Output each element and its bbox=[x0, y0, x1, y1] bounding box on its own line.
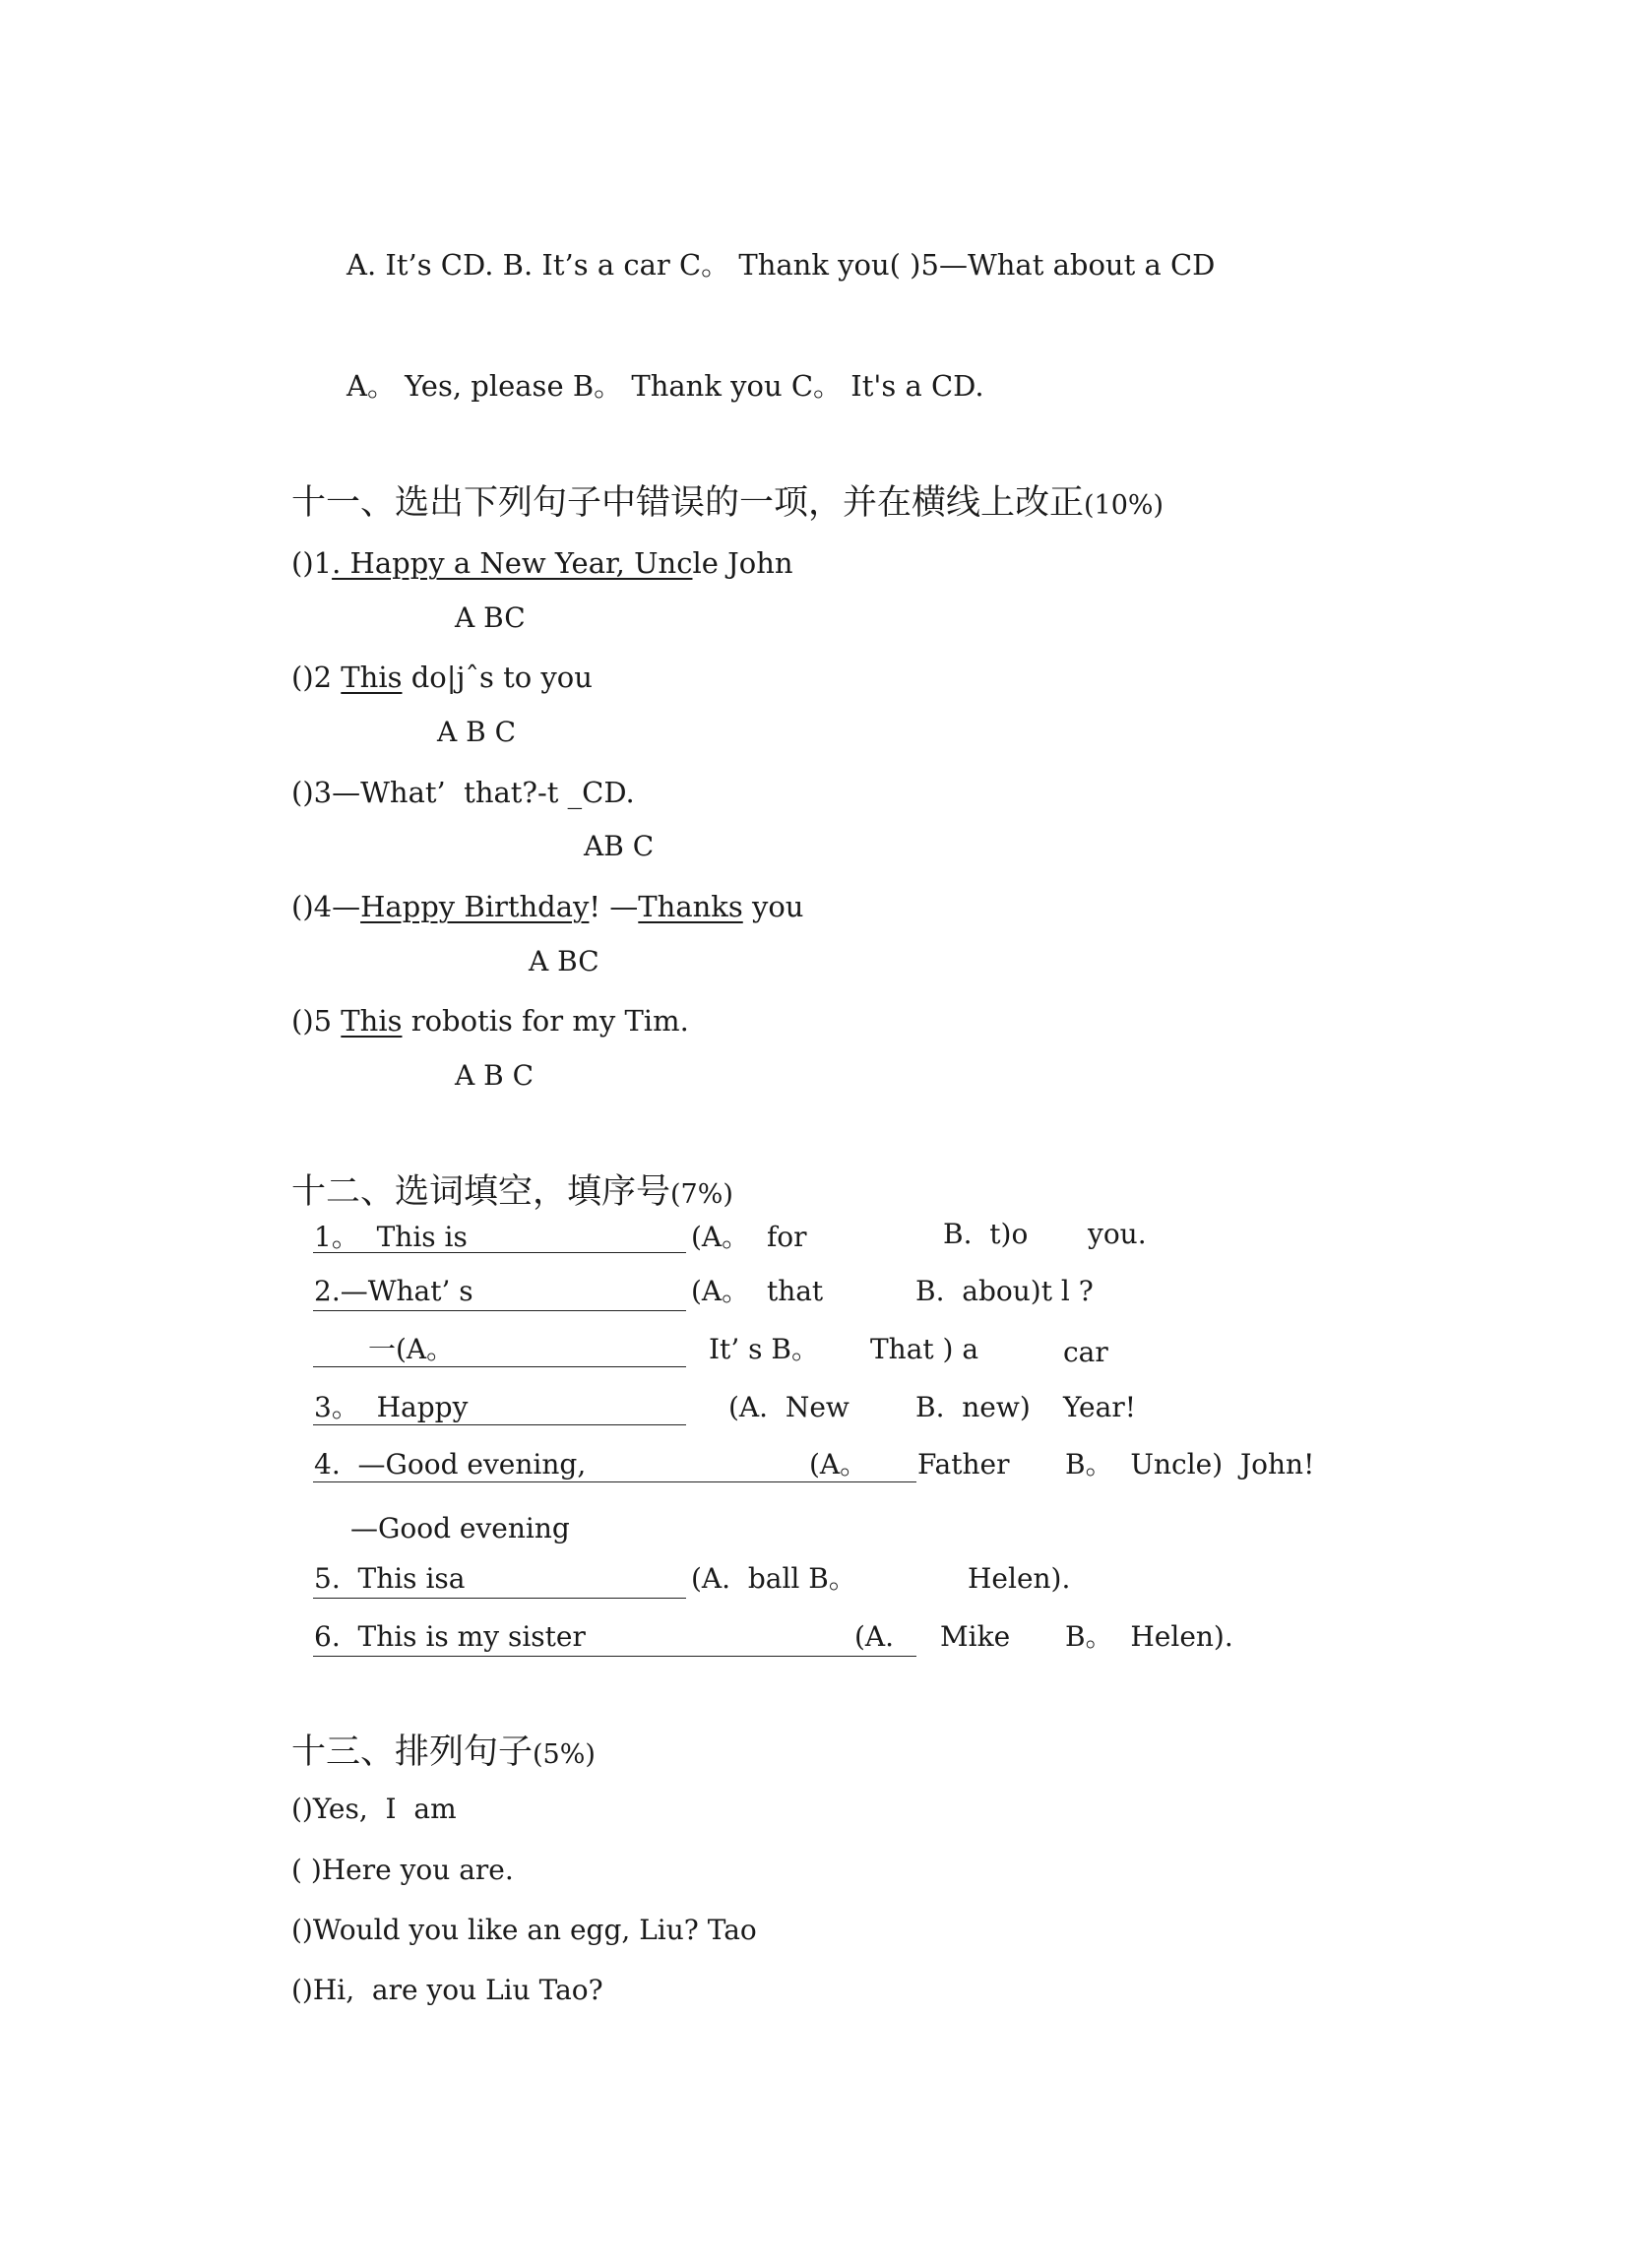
s12-row-4-tail: Year! bbox=[1063, 1391, 1136, 1423]
s12-row-7-option-b: B。 Helen). bbox=[1065, 1620, 1233, 1653]
s12-row-3-label: 一(A。 bbox=[368, 1333, 455, 1365]
s12-row-1-option-a: (A。 for bbox=[691, 1221, 807, 1253]
s12-row-5-option-b: B。 Uncle) John! bbox=[1065, 1448, 1315, 1480]
s12-row-2-option-a: (A。 that bbox=[691, 1275, 824, 1307]
s13-line-2: ( )Here you are. bbox=[291, 1854, 514, 1886]
blank-line bbox=[313, 1366, 686, 1367]
s12-row-6-tail: Helen). bbox=[968, 1562, 1071, 1595]
s11-question-1: ()1. Happy a New Year, Uncle John bbox=[291, 546, 793, 580]
s11-q5-options: A B C bbox=[455, 1059, 535, 1092]
s11-q1-options: A BC bbox=[455, 601, 526, 634]
s12-row-3-option-a: It’ s B。 bbox=[709, 1333, 819, 1365]
s11-question-2: ()2 This do|jˆs to you bbox=[291, 661, 593, 694]
s12-row-6-options: (A. ball B。 bbox=[691, 1562, 856, 1595]
blank-line bbox=[313, 1310, 686, 1311]
blank-line bbox=[313, 1252, 686, 1253]
s11-question-5: ()5 This robotis for my Tim. bbox=[291, 1004, 689, 1038]
s12-row-5-option-a: (A。 bbox=[809, 1448, 868, 1480]
s12-row-4-label: 3。 Happy bbox=[314, 1391, 469, 1423]
s12-row-6-label: 5. This isa bbox=[314, 1562, 466, 1595]
blank-line bbox=[313, 1481, 916, 1482]
s12-row-4-option-b: B. new) bbox=[915, 1391, 1031, 1423]
blank-line bbox=[313, 1656, 916, 1657]
s13-line-4: ()Hi, are you Liu Tao? bbox=[291, 1974, 603, 2006]
blank-line bbox=[313, 1598, 686, 1599]
s12-row-1-tail: you. bbox=[1088, 1218, 1147, 1250]
option-line-1: A. It’s CD. B. It’s a car C。 Thank you( )5—What about a CD bbox=[346, 248, 1216, 282]
s13-line-1: ()Yes, I am bbox=[291, 1793, 457, 1825]
s11-question-4: ()4—Happy Birthday! —Thanks you bbox=[291, 890, 804, 923]
s11-q2-options: A B C bbox=[437, 716, 517, 748]
s11-question-3: ()3—What’ that?-t _CD. bbox=[291, 776, 635, 809]
s12-row-1-label: 1。 This is bbox=[314, 1221, 468, 1253]
s13-line-3: ()Would you like an egg, Liu? Tao bbox=[291, 1914, 757, 1946]
section-12-heading: 十二、选词填空，填序号(7%) bbox=[291, 1172, 733, 1212]
s12-row-5-reply: —Good evening bbox=[350, 1512, 570, 1544]
s12-row-1-option-b: B. t)o bbox=[943, 1218, 1029, 1250]
s12-row-7-label: 6. This is my sister bbox=[314, 1620, 586, 1653]
s12-row-3-tail: car bbox=[1063, 1336, 1108, 1368]
s11-q3-options: AB C bbox=[584, 830, 655, 862]
s12-row-5-label: 4. —Good evening, bbox=[314, 1448, 587, 1480]
s12-row-5-option-a-word: Father bbox=[917, 1448, 1010, 1480]
s12-row-3-option-b: That ) a bbox=[870, 1333, 979, 1365]
s12-row-7-option-a-word: Mike bbox=[940, 1620, 1011, 1653]
s12-row-7-option-a: (A. bbox=[854, 1620, 895, 1653]
section-13-heading: 十三、排列句子(5%) bbox=[291, 1732, 596, 1772]
blank-line bbox=[313, 1424, 686, 1425]
s12-row-2-label: 2.—What’ s bbox=[314, 1275, 473, 1307]
s12-row-4-option-a: (A. New bbox=[728, 1391, 849, 1423]
s11-q4-options: A BC bbox=[529, 945, 599, 977]
option-line-2: A。 Yes, please B。 Thank you C。 It's a CD. bbox=[346, 369, 984, 403]
section-11-heading: 十一、选出下列句子中错误的一项，并在横线上改正(10%) bbox=[291, 483, 1164, 523]
s12-row-2-option-b: B. abou)t l ? bbox=[915, 1275, 1094, 1307]
